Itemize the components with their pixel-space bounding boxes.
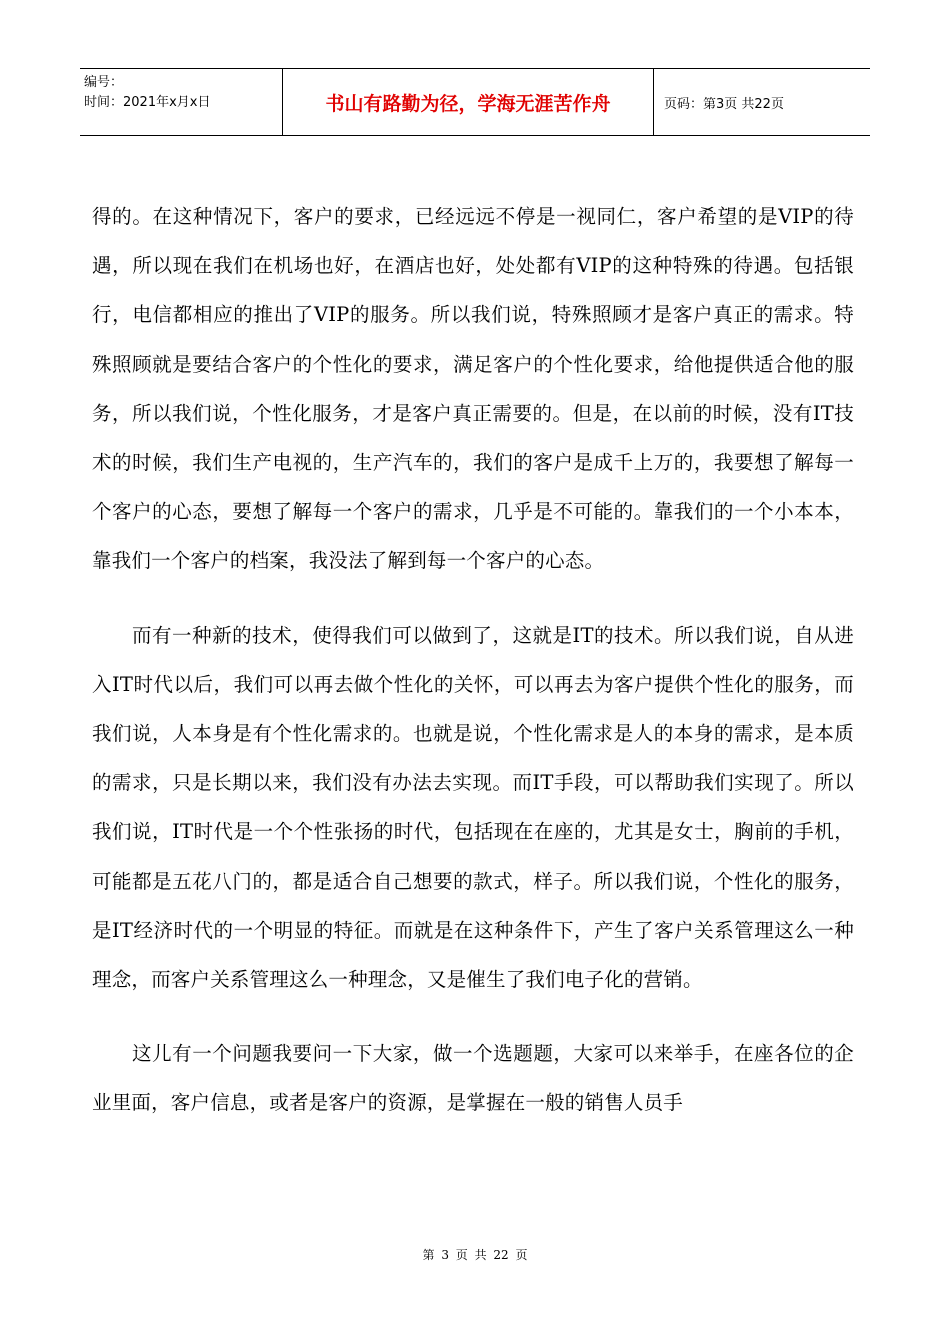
paragraph-3: 这儿有一个问题我要问一下大家，做一个选题题，大家可以来举手，在座各位的企业里面，客户信息，或者是客户的资源，是掌握在一般的销售人员手 [92,1042,854,1115]
header-motto: 书山有路勤为径，学海无涯苦作舟 [283,69,654,135]
header-meta [80,69,283,135]
paragraph-1: 得的。在这种情况下，客户的要求，已经远远不停是一视同仁，客户希望的是VIP的待遇，所以现在我们在机场也好，在酒店也好，处处都有VIP的这种特殊的待遇。包括银行，电信都相应的推出了VIP的服务。所以我们说，特殊照顾才是客户真正的需求。特殊照顾就是要结合客户的个性化的要求，满足客户的个性化要求，给他提供适合他的服务，所以我们说，个性化服务，才是客户真正需要的。但是，在以前的时候，没有IT技术的时候，我们生产电视的，生产汽车的，我们的客户是成千上万的，我要想了解每一个客户的心态，要想了解每一个客户的需求，几乎是不可能的。靠我们的一个小本本，靠我们一个客户的档案，我没法了解到每一个客户的心态。 [92,205,854,573]
number-label: 编号： [84,75,124,90]
paragraph-2: 而有一种新的技术，使得我们可以做到了，这就是IT的技术。所以我们说，自从进入IT时代以后，我们可以再去做个性化的关怀，可以再去为客户提供个性化的服务，而我们说，人本身是有个性化需求的。也就是说，个性化需求是人的本身的需求，是本质的需求，只是长期以来，我们没有办法去实现。而IT手段，可以帮助我们实现了。所以我们说，IT时代是一个个性张扬的时代，包括现在在座的，尤其是女士，胸前的手机，可能都是五花八门的，都是适合自己想要的款式，样子。所以我们说，个性化的服务，是IT经济时代的一个明显的特征。而就是在这种条件下，产生了客户关系管理这么一种理念，而客户关系管理这么一种理念，又是催生了我们电子化的营销。 [92,623,854,992]
document-body [92,192,854,1128]
page-footer: 第 3 页 共 22 页 [422,1248,528,1262]
header-page-info: 页码：第3页 共22页 [664,96,784,112]
date-label: 时间：2021年x月x日 [84,95,211,110]
page-header [80,68,870,136]
